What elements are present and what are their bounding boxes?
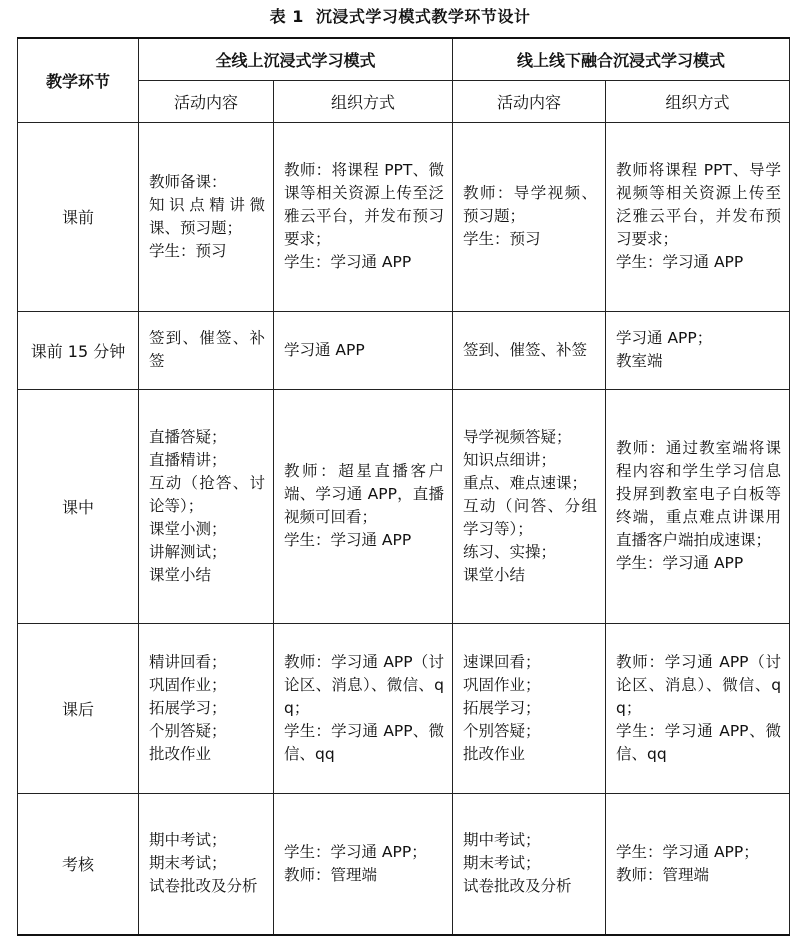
header-stage: 教学环节 [18,38,139,122]
cell-line: 学习通 APP [284,340,365,359]
cell-line: 批改作业 [149,744,212,763]
cell-line: 签到、催签、补签 [463,340,588,359]
online-org-cell [274,389,453,623]
table-row [18,623,790,793]
header-blended-organization: 组织方式 [606,80,790,122]
cell-line: 期末考试； [463,854,541,873]
cell-line: 学生：学习通 APP； [284,842,427,861]
cell-line: 教师：将课程 PPT、微课等相关资源上传至泛雅云平台，并发布预习要求； [284,161,445,248]
cell-line: 直播答疑； [149,427,227,446]
cell-line: 课堂小结 [463,565,526,584]
table-row [18,389,790,623]
header-online-activity: 活动内容 [139,80,274,122]
cell-line: 拓展学习； [149,698,227,717]
online-activity-cell [139,623,274,793]
stage-cell: 课中 [18,389,139,623]
cell-line: 巩固作业； [463,675,541,694]
blended-activity-cell [453,389,606,623]
cell-line: 学生：学习通 APP [616,253,744,271]
cell-line: 互动（抢答、讨论等）； [149,473,265,515]
cell-line: 学生：学习通 APP [284,253,412,271]
table-title: 沉浸式学习模式教学环节设计 [315,7,531,26]
blended-activity-cell [453,311,606,389]
cell-line: 直播精讲； [149,450,227,469]
online-activity-cell [139,122,274,311]
table-row [18,122,790,311]
blended-org-cell [606,389,790,623]
header-blended-activity: 活动内容 [453,80,606,122]
header-group-online: 全线上沉浸式学习模式 [139,38,453,80]
header-group-blended: 线上线下融合沉浸式学习模式 [453,38,790,80]
cell-line: 讲解测试； [149,542,227,561]
cell-line: 个别答疑； [149,721,227,740]
blended-activity-cell [453,122,606,311]
header-online-organization: 组织方式 [274,80,453,122]
cell-line: 巩固作业； [149,675,227,694]
cell-line: 练习、实操； [463,542,557,561]
stage-cell: 课后 [18,623,139,793]
cell-line: 速课回看； [463,652,541,671]
online-org-cell [274,793,453,935]
blended-org-cell [606,122,790,311]
cell-line: 试卷批改及分析 [149,877,258,896]
cell-line: 试卷批改及分析 [463,877,572,896]
cell-line: 教师：学习通 APP（讨论区、消息）、微信、qq； [616,652,782,717]
cell-line: 学生：学习通 APP、微信、qq [284,721,445,763]
cell-line: 期中考试； [463,831,541,850]
cell-line: 互动（问答、分组学习等）； [463,496,598,538]
cell-line: 课堂小测； [149,519,227,538]
cell-line: 教师：通过教室端将课程内容和学生学习信息投屏到教室电子白板等终端，重点难点讲课用直播客户端拍成速课； [616,439,782,549]
cell-line: 教师：超星直播客户端、学习通 APP，直播视频可回看； [284,462,445,526]
online-org-cell [274,623,453,793]
design-table [17,37,790,936]
cell-line: 学生：学习通 APP； [616,842,759,861]
stage-cell: 课前 15 分钟 [18,311,139,389]
cell-line: 期末考试； [149,854,227,873]
blended-org-cell [606,623,790,793]
online-activity-cell [139,793,274,935]
cell-line: 精讲回看； [149,652,227,671]
table-row [18,793,790,935]
blended-activity-cell [453,623,606,793]
cell-line: 重点、难点速课； [463,473,588,492]
online-activity-cell [139,311,274,389]
stage-cell: 考核 [18,793,139,935]
cell-line: 教师：导学视频、预习题； [463,184,598,225]
cell-line: 批改作业 [463,744,526,763]
table-row [18,311,790,389]
blended-activity-cell [453,793,606,935]
online-org-cell [274,311,453,389]
cell-line: 教师：管理端 [284,865,378,884]
cell-line: 学生：学习通 APP [616,554,744,572]
cell-line: 教师：管理端 [616,865,710,884]
cell-line: 导学视频答疑； [463,427,572,446]
cell-line: 签到、催签、补签 [149,329,265,370]
stage-cell: 课前 [18,122,139,311]
cell-line: 期中考试； [149,831,227,850]
cell-line: 学生：学习通 APP、微信、qq [616,721,782,763]
cell-line: 知识点精讲微课、预习题； [149,195,265,237]
cell-line: 学习通 APP； [616,329,713,347]
online-org-cell [274,122,453,311]
cell-line: 学生：预习 [463,230,541,248]
cell-line: 学生：预习 [149,241,227,260]
cell-line: 个别答疑； [463,721,541,740]
blended-org-cell [606,311,790,389]
table-caption [0,4,800,27]
table-number: 表 1 [269,7,304,26]
cell-line: 课堂小结 [149,565,212,584]
online-activity-cell [139,389,274,623]
cell-line: 学生：学习通 APP [284,531,412,549]
cell-line: 知识点细讲； [463,450,557,469]
cell-line: 教师将课程 PPT、导学视频等相关资源上传至泛雅云平台，并发布预习要求； [616,161,782,248]
cell-line: 教师：学习通 APP（讨论区、消息）、微信、qq； [284,652,445,717]
cell-line: 教师备课： [149,172,227,191]
cell-line: 拓展学习； [463,698,541,717]
cell-line: 教室端 [616,352,663,370]
blended-org-cell [606,793,790,935]
